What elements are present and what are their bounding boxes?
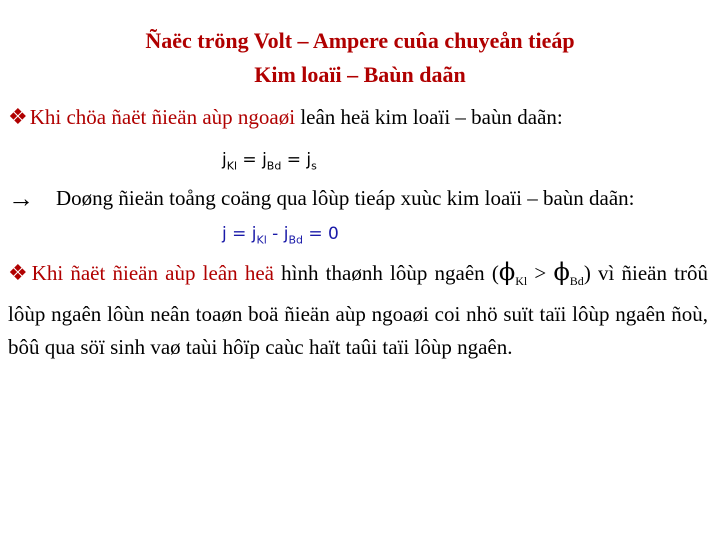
diamond-bullet-icon: ❖ (8, 260, 30, 285)
arrow-line-text: Doøng ñieän toång coäng qua lôùp tieáp xuùc kim loaïi – baùn daãn: (56, 186, 635, 210)
bullet2-tail-text: ) vì ñieän trôû lôùp ngaên lôùn neân toaøn boä ñieän aùp ngoaøi coi nhö suït taïi lôùp ngaên ñoù, bôû qua söï sinh vaø taùi hôïp caùc haït taûi taïi lôùp ngaên. (8, 261, 708, 360)
bullet1-black-text: leân heä kim loaïi – baùn daãn: (295, 105, 563, 129)
bullet-point-2: ❖Khi ñaët ñieän aùp leân heä hình thaønh lôùp ngaên $(\phi_{Kl} > \phi_{Bd})$ vì ñieän trôû lôùp ngaên lôùn neân toaøn boä ñieän aùp ngoaøi coi nhö suït taïi lôùp ngaên ñoù, bôû qua söï sinh vaø taùi hôïp caùc haït taûi taïi lôùp ngaên. (8, 258, 708, 360)
equation-1: $j_{Kl} = j_{Bd} = j_s$ (222, 150, 317, 173)
equation-2: $j = j_{Kl} - j_{Bd} = 0$ (222, 224, 339, 247)
bullet2-red-text: Khi ñaët ñieän aùp leân heä (31, 261, 274, 285)
bullet1-red-text: Khi chöa ñaët ñieän aùp ngoaøi (29, 105, 296, 129)
bullet-point-1 (8, 104, 563, 130)
slide-title-line1: Ñaëc tröng Volt – Ampere cuûa chuyeån tieáp (145, 28, 575, 53)
diamond-bullet-icon: ❖ (8, 104, 28, 129)
slide-title-line2: Kim loaïi – Baùn daãn (254, 62, 466, 87)
right-arrow-icon: → (8, 184, 34, 213)
arrow-line (8, 182, 635, 212)
